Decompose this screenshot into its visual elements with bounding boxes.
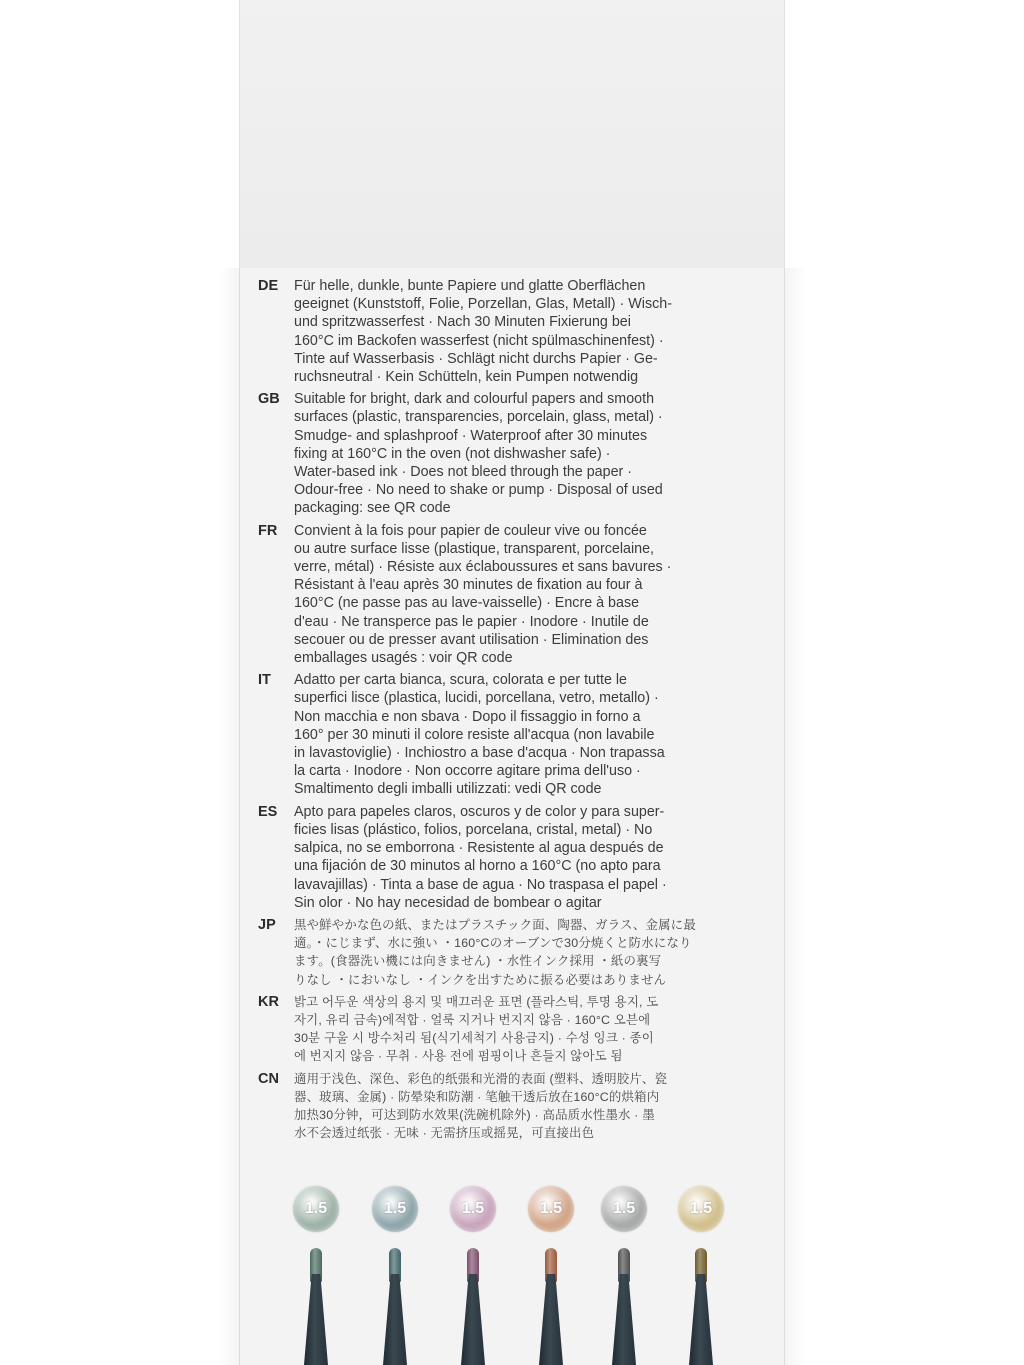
pen-body bbox=[461, 1274, 485, 1365]
language-code: JP bbox=[258, 916, 276, 933]
text-line: salpica, no se emborrona · Resistente al agua después de bbox=[294, 840, 664, 857]
text-line: secouer ou de presser avant utilisation · Elimination des bbox=[294, 631, 649, 648]
language-block-de bbox=[258, 277, 778, 386]
text-line: 160°C (ne passe pas au lave-vaisselle) · Encre à base bbox=[294, 595, 640, 612]
text-line: superfici lisce (plastica, lucidi, porcellana, vetro, metallo) · bbox=[294, 690, 659, 707]
text-line: Smudge- and splashproof · Waterproof after 30 minutes bbox=[294, 427, 648, 444]
text-line: Non macchia e non sbava · Dopo il fissaggio in forno a bbox=[294, 708, 641, 725]
text-line: d'eau · Ne transperce pas le papier · Inodore · Inutile de bbox=[294, 613, 649, 630]
text-line: Adatto per carta bianca, scura, colorata e per tutte le bbox=[294, 672, 627, 689]
language-code: CN bbox=[258, 1070, 279, 1087]
text-line: geeignet (Kunststoff, Folie, Porzellan, Glas, Metall) · Wisch- bbox=[294, 296, 672, 313]
text-line: 水不会透过纸张 · 无味 · 无需挤压或摇晃，可直接出色 bbox=[294, 1126, 595, 1141]
nib-size-label: 1.5 bbox=[689, 1200, 713, 1217]
pen-body bbox=[539, 1274, 563, 1365]
language-block-it bbox=[258, 671, 778, 798]
pen-rose bbox=[450, 1186, 496, 1365]
pen-body bbox=[689, 1274, 713, 1365]
language-block-kr bbox=[258, 993, 778, 1066]
text-line: packaging: see QR code bbox=[294, 500, 451, 517]
text-line: 適用于浅色、深色、彩色的纸張和光滑的表面 (塑料、透明胶片、瓷 bbox=[294, 1071, 668, 1086]
language-code: KR bbox=[258, 993, 279, 1010]
nib-size-label: 1.5 bbox=[383, 1200, 407, 1217]
text-line: fixing at 160°C in the oven (not dishwasher safe) · bbox=[294, 445, 611, 462]
language-block-fr bbox=[258, 522, 778, 668]
language-block-es bbox=[258, 803, 778, 912]
text-line: 30분 구울 시 방수처리 됨(식기세척기 사용금지) · 수성 잉크 · 종이 bbox=[294, 1031, 654, 1046]
nib-size-label: 1.5 bbox=[612, 1200, 636, 1217]
text-line: Tinte auf Wasserbasis · Schlägt nicht durchs Papier · Ge- bbox=[294, 350, 658, 367]
package-left-flap bbox=[220, 268, 239, 1365]
language-code: DE bbox=[258, 278, 279, 294]
text-line: 適。・にじまず、水に強い ・160°Cのオーブンで30分焼くと防水になり bbox=[294, 936, 692, 951]
text-line: ou autre surface lisse (plastique, transparent, porcelaine, bbox=[294, 540, 655, 557]
text-line: verre, métal) · Résiste aux éclaboussures et sans bavures · bbox=[294, 559, 672, 576]
text-line: una fijación de 30 minutos al horno a 160°C (no apto para bbox=[294, 858, 661, 875]
language-text bbox=[294, 522, 764, 668]
text-line: Water-based ink · Does not bleed through the paper · bbox=[294, 464, 633, 481]
language-block-cn bbox=[258, 1070, 778, 1143]
text-line: ficies lisas (plástico, folios, porcelana, cristal, metal) · No bbox=[294, 821, 653, 838]
pen-body bbox=[304, 1274, 328, 1365]
text-line: Odour-free · No need to shake or pump · Disposal of used bbox=[294, 482, 663, 499]
language-code: IT bbox=[258, 672, 271, 689]
text-line: りなし ・においなし ・インクを出すために振る必要はありません bbox=[294, 972, 667, 987]
pen-gold bbox=[678, 1186, 724, 1365]
text-line: in lavastoviglie) · Inchiostro a base d'acqua · Non trapassa bbox=[294, 745, 665, 762]
language-text bbox=[294, 1070, 764, 1143]
pen-copper bbox=[528, 1186, 574, 1365]
pen-body bbox=[383, 1274, 407, 1365]
language-text bbox=[294, 993, 764, 1066]
pen-green bbox=[293, 1186, 339, 1365]
language-code: GB bbox=[258, 391, 280, 408]
text-line: Smaltimento degli imballi utilizzati: vedi QR code bbox=[294, 781, 602, 798]
pen-body bbox=[612, 1274, 636, 1365]
text-line: Convient à la fois pour papier de couleur vive ou foncée bbox=[294, 522, 647, 539]
text-line: ます。(食器洗い機には向きません) ・水性インク採用 ・紙の裏写 bbox=[294, 954, 662, 969]
language-block-jp bbox=[258, 916, 778, 989]
language-code: FR bbox=[258, 522, 278, 539]
language-text bbox=[294, 803, 764, 912]
multilingual-description bbox=[258, 277, 778, 1146]
nib-size-label: 1.5 bbox=[304, 1200, 328, 1217]
package-top-panel bbox=[239, 0, 785, 268]
text-line: Für helle, dunkle, bunte Papiere und glatte Oberflächen bbox=[294, 278, 646, 294]
text-line: surfaces (plastic, transparencies, porcelain, glass, metal) · bbox=[294, 409, 663, 426]
language-text bbox=[294, 390, 764, 517]
text-line: ruchsneutral · Kein Schütteln, kein Pumpen notwendig bbox=[294, 369, 639, 386]
text-line: 밝고 어두운 색상의 용지 및 매끄러운 표면 (플라스틱, 투명 용지, 도 bbox=[294, 994, 659, 1009]
language-text bbox=[294, 671, 764, 798]
package-right-flap bbox=[785, 268, 807, 1365]
text-line: 160° per 30 minuti il colore resiste all'acqua (non lavabile bbox=[294, 726, 655, 743]
text-line: lavavajillas) · Tinta a base de agua · No traspasa el papel · bbox=[294, 876, 667, 893]
text-line: 에 번지지 않음 · 무취 · 사용 전에 펌핑이나 흔들지 않아도 됨 bbox=[294, 1049, 623, 1064]
text-line: 加热30分钟，可达到防水效果(洗碗机除外) · 高品质水性墨水 · 墨 bbox=[294, 1107, 655, 1122]
text-line: 160°C im Backofen wasserfest (nicht spülmaschinenfest) · bbox=[294, 332, 664, 349]
pen-teal bbox=[372, 1186, 418, 1365]
language-code: ES bbox=[258, 803, 278, 820]
language-text bbox=[294, 916, 764, 989]
text-line: Sin olor · No hay necesidad de bombear o agitar bbox=[294, 894, 602, 911]
text-line: 器、玻璃、金属) · 防晕染和防潮 · 笔触干透后放在160°C的烘箱内 bbox=[294, 1089, 660, 1104]
text-line: emballages usagés : voir QR code bbox=[294, 650, 513, 667]
text-line: Résistant à l'eau après 30 minutes de fixation au four à bbox=[294, 577, 643, 594]
text-line: 자기, 유리 금속)에적합 · 얼룩 지거나 번지지 않음 · 160°C 오븐에 bbox=[294, 1012, 651, 1027]
text-line: Apto para papeles claros, oscuros y de color y para super- bbox=[294, 803, 665, 820]
language-block-gb bbox=[258, 390, 778, 517]
language-text bbox=[294, 277, 764, 386]
text-line: und spritzwasserfest · Nach 30 Minuten Fixierung bei bbox=[294, 314, 631, 331]
text-line: Suitable for bright, dark and colourful papers and smooth bbox=[294, 391, 655, 408]
pen-silver bbox=[601, 1186, 647, 1365]
nib-size-label: 1.5 bbox=[461, 1200, 485, 1217]
nib-size-label: 1.5 bbox=[539, 1200, 563, 1217]
text-line: la carta · Inodore · Non occorre agitare prima dell'uso · bbox=[294, 763, 641, 780]
text-line: 黒や鮮やかな色の紙、またはプラスチック面、陶器、ガラス、金属に最 bbox=[294, 917, 696, 932]
